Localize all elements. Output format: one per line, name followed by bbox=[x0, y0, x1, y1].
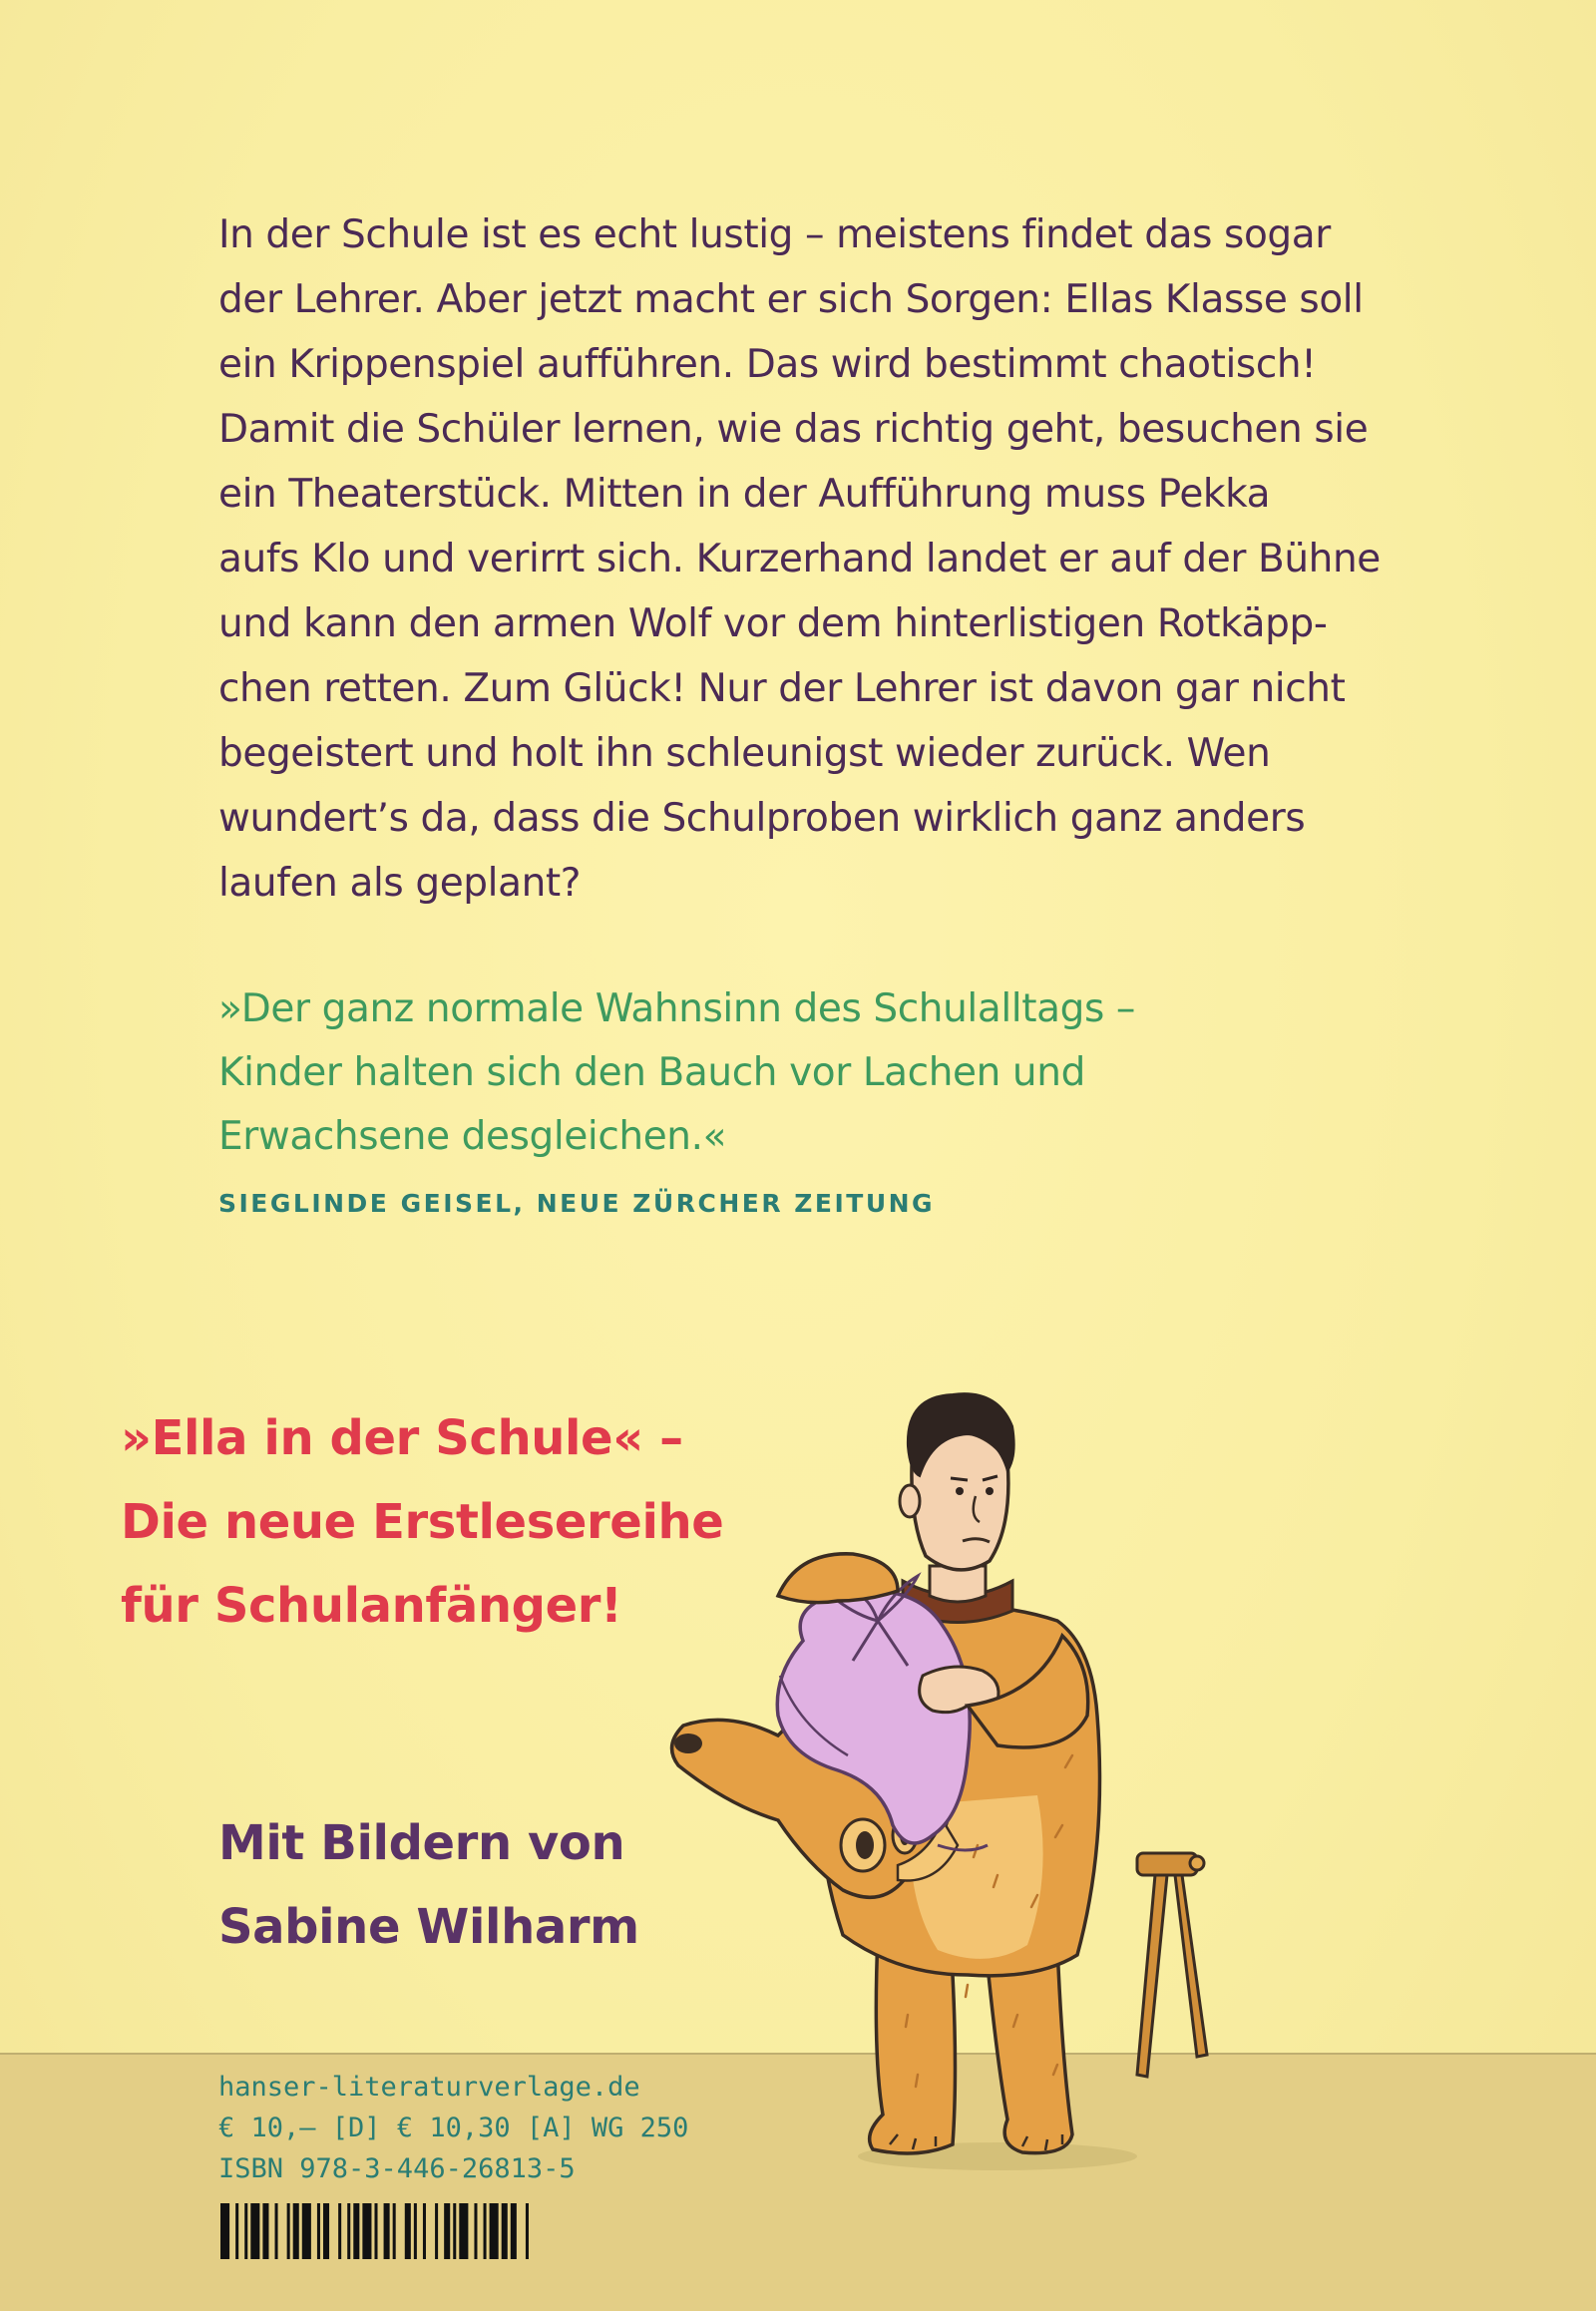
barcode-bar bbox=[511, 2203, 517, 2259]
blurb-line: der Lehrer. Aber jetzt macht er sich Sorgen: Ellas Klasse soll bbox=[218, 277, 1364, 322]
barcode-bar bbox=[374, 2203, 377, 2259]
barcode-bar bbox=[338, 2203, 341, 2259]
barcode-bar bbox=[502, 2203, 508, 2259]
review-line: Erwachsene desgleichen.« bbox=[218, 1114, 727, 1159]
barcode bbox=[220, 2203, 532, 2259]
barcode-bar bbox=[347, 2203, 350, 2259]
blurb-line: chen retten. Zum Glück! Nur der Lehrer ist davon gar nicht bbox=[218, 666, 1346, 711]
barcode-bar bbox=[384, 2203, 390, 2259]
barcode-bar bbox=[250, 2203, 259, 2259]
review-source: SIEGLINDE GEISEL, NEUE ZÜRCHER ZEITUNG bbox=[218, 1189, 936, 1218]
illustrator-credit bbox=[218, 1801, 639, 1969]
blurb-line: ein Krippenspiel aufführen. Das wird bestimmt chaotisch! bbox=[218, 342, 1317, 387]
barcode-bar bbox=[459, 2203, 468, 2259]
barcode-bar bbox=[302, 2203, 311, 2259]
review-line: »Der ganz normale Wahnsinn des Schulalltags – bbox=[218, 986, 1135, 1031]
blurb-line: begeistert und holt ihn schleunigst wieder zurück. Wen bbox=[218, 731, 1271, 776]
price-line: € 10,– [D] € 10,30 [A] WG 250 bbox=[218, 2113, 689, 2143]
blurb-line: aufs Klo und verirrt sich. Kurzerhand landet er auf der Bühne bbox=[218, 537, 1381, 581]
barcode-bar bbox=[275, 2203, 278, 2259]
blurb-text bbox=[218, 202, 1415, 916]
blurb-line: ein Theaterstück. Mitten in der Aufführung muss Pekka bbox=[218, 472, 1271, 517]
barcode-bar bbox=[453, 2203, 456, 2259]
barcode-bar bbox=[244, 2203, 247, 2259]
review-line: Kinder halten sich den Bauch vor Lachen und bbox=[218, 1050, 1085, 1095]
stool-icon bbox=[1137, 1853, 1207, 2077]
illustrator-line: Mit Bildern von bbox=[218, 1815, 625, 1871]
barcode-bar bbox=[353, 2203, 359, 2259]
barcode-bar bbox=[317, 2203, 320, 2259]
barcode-bar bbox=[323, 2203, 329, 2259]
publisher-website[interactable]: hanser-literaturverlage.de bbox=[218, 2072, 640, 2103]
barcode-bar bbox=[490, 2203, 499, 2259]
barcode-bar bbox=[235, 2203, 238, 2259]
barcode-bar bbox=[293, 2203, 299, 2259]
barcode-bar bbox=[423, 2203, 426, 2259]
series-tagline bbox=[121, 1396, 723, 1648]
blurb-line: In der Schule ist es echt lustig – meistens findet das sogar bbox=[218, 212, 1331, 257]
barcode-bar bbox=[405, 2203, 411, 2259]
barcode-bar bbox=[526, 2203, 529, 2259]
blurb-line: wundert’s da, dass die Schulproben wirklich ganz anders bbox=[218, 796, 1306, 841]
blurb-line: Damit die Schüler lernen, wie das richtig geht, besuchen sie bbox=[218, 407, 1369, 452]
man-head bbox=[900, 1393, 1014, 1570]
barcode-bar bbox=[484, 2203, 487, 2259]
series-line: »Ella in der Schule« – bbox=[121, 1410, 683, 1466]
bear-costume-illustration bbox=[668, 1376, 1287, 2184]
barcode-bar bbox=[414, 2203, 417, 2259]
barcode-bar bbox=[444, 2203, 450, 2259]
illustrator-line: Sabine Wilharm bbox=[218, 1899, 639, 1955]
barcode-bar bbox=[220, 2203, 229, 2259]
blurb-line: laufen als geplant? bbox=[218, 861, 582, 906]
barcode-bar bbox=[435, 2203, 438, 2259]
series-line: Die neue Erstlesereihe bbox=[121, 1494, 724, 1550]
blurb-line: und kann den armen Wolf vor dem hinterlistigen Rotkäpp- bbox=[218, 601, 1328, 646]
barcode-bar bbox=[362, 2203, 371, 2259]
barcode-bar bbox=[393, 2203, 396, 2259]
isbn-line: ISBN 978-3-446-26813-5 bbox=[218, 2153, 576, 2184]
series-line: für Schulanfänger! bbox=[121, 1578, 622, 1634]
barcode-bar bbox=[474, 2203, 477, 2259]
costume-ear bbox=[778, 1554, 898, 1603]
barcode-bar bbox=[287, 2203, 290, 2259]
barcode-bar bbox=[262, 2203, 268, 2259]
review-quote bbox=[218, 977, 1316, 1169]
